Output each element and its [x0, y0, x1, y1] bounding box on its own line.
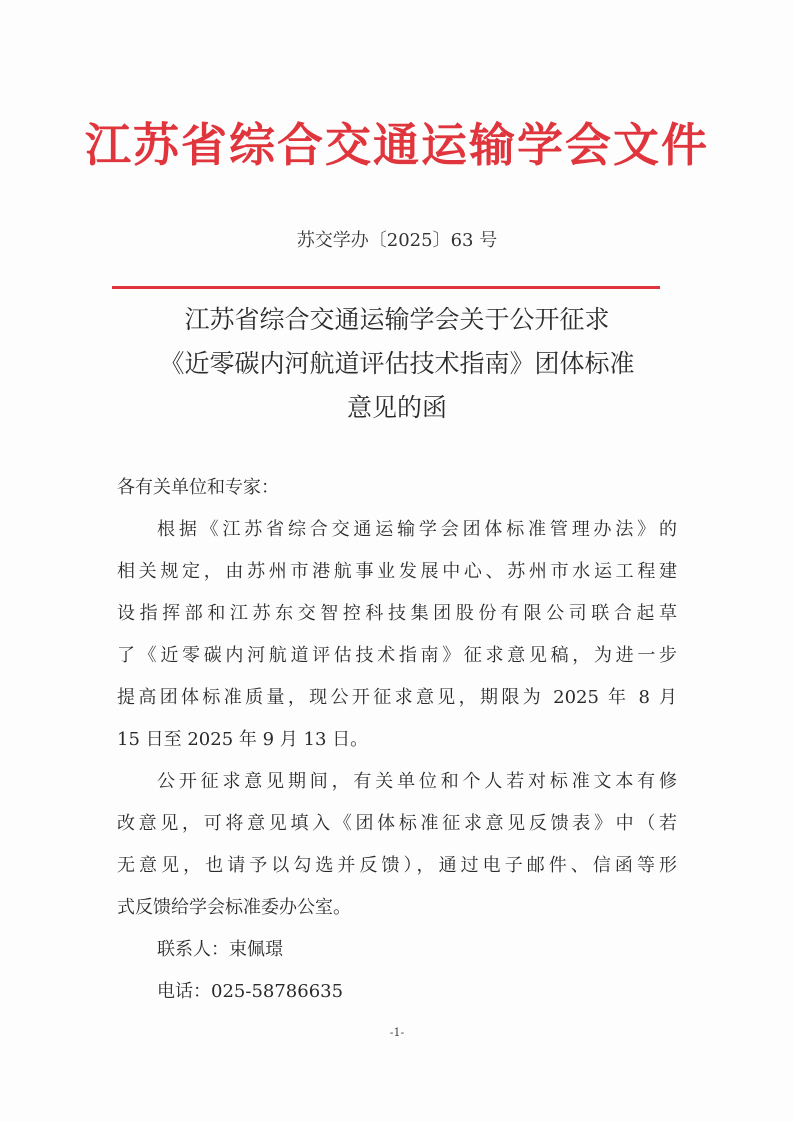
paragraph-1-line: 设指挥部和江苏东交智控科技集团股份有限公司联合起草	[117, 603, 677, 624]
paragraph-1-line: 了《近零碳内河航道评估技术指南》征求意见稿，为进一步	[117, 645, 677, 666]
letter-title	[0, 298, 794, 430]
contact-person: 联系人：束佩璟	[157, 939, 283, 960]
title-line-2: 《近零碳内河航道评估技术指南》团体标准	[159, 349, 635, 378]
contact-phone: 电话：025-58786635	[157, 981, 344, 1002]
title-line-1: 江苏省综合交通运输学会关于公开征求	[184, 305, 610, 334]
title-line-3: 意见的函	[346, 393, 447, 422]
letter-body	[117, 467, 677, 1013]
paragraph-1-line: 相关规定，由苏州市港航事业发展中心、苏州市水运工程建	[117, 561, 677, 582]
paragraph-2-line: 改意见，可将意见填入《团体标准征求意见反馈表》中（若	[117, 813, 677, 834]
org-header-title: 江苏省综合交通运输学会文件	[85, 118, 709, 172]
document-number: 苏交学办〔2025〕63 号	[296, 230, 498, 251]
salutation: 各有关单位和专家：	[117, 477, 279, 498]
paragraph-2-line: 无意见，也请予以勾选并反馈），通过电子邮件、信函等形	[117, 855, 677, 876]
red-divider-line	[112, 286, 660, 289]
paragraph-1-line: 15 日至 2025 年 9 月 13 日。	[117, 729, 369, 750]
paragraph-1-line: 提高团体标准质量，现公开征求意见，期限为 2025 年 8 月	[117, 687, 677, 708]
paragraph-1-line: 根据《江苏省综合交通运输学会团体标准管理办法》的	[157, 519, 677, 540]
paragraph-2-line: 公开征求意见期间，有关单位和个人若对标准文本有修	[157, 771, 677, 792]
page-number: -1-	[389, 1026, 405, 1039]
paragraph-2-line: 式反馈给学会标准委办公室。	[117, 897, 351, 918]
